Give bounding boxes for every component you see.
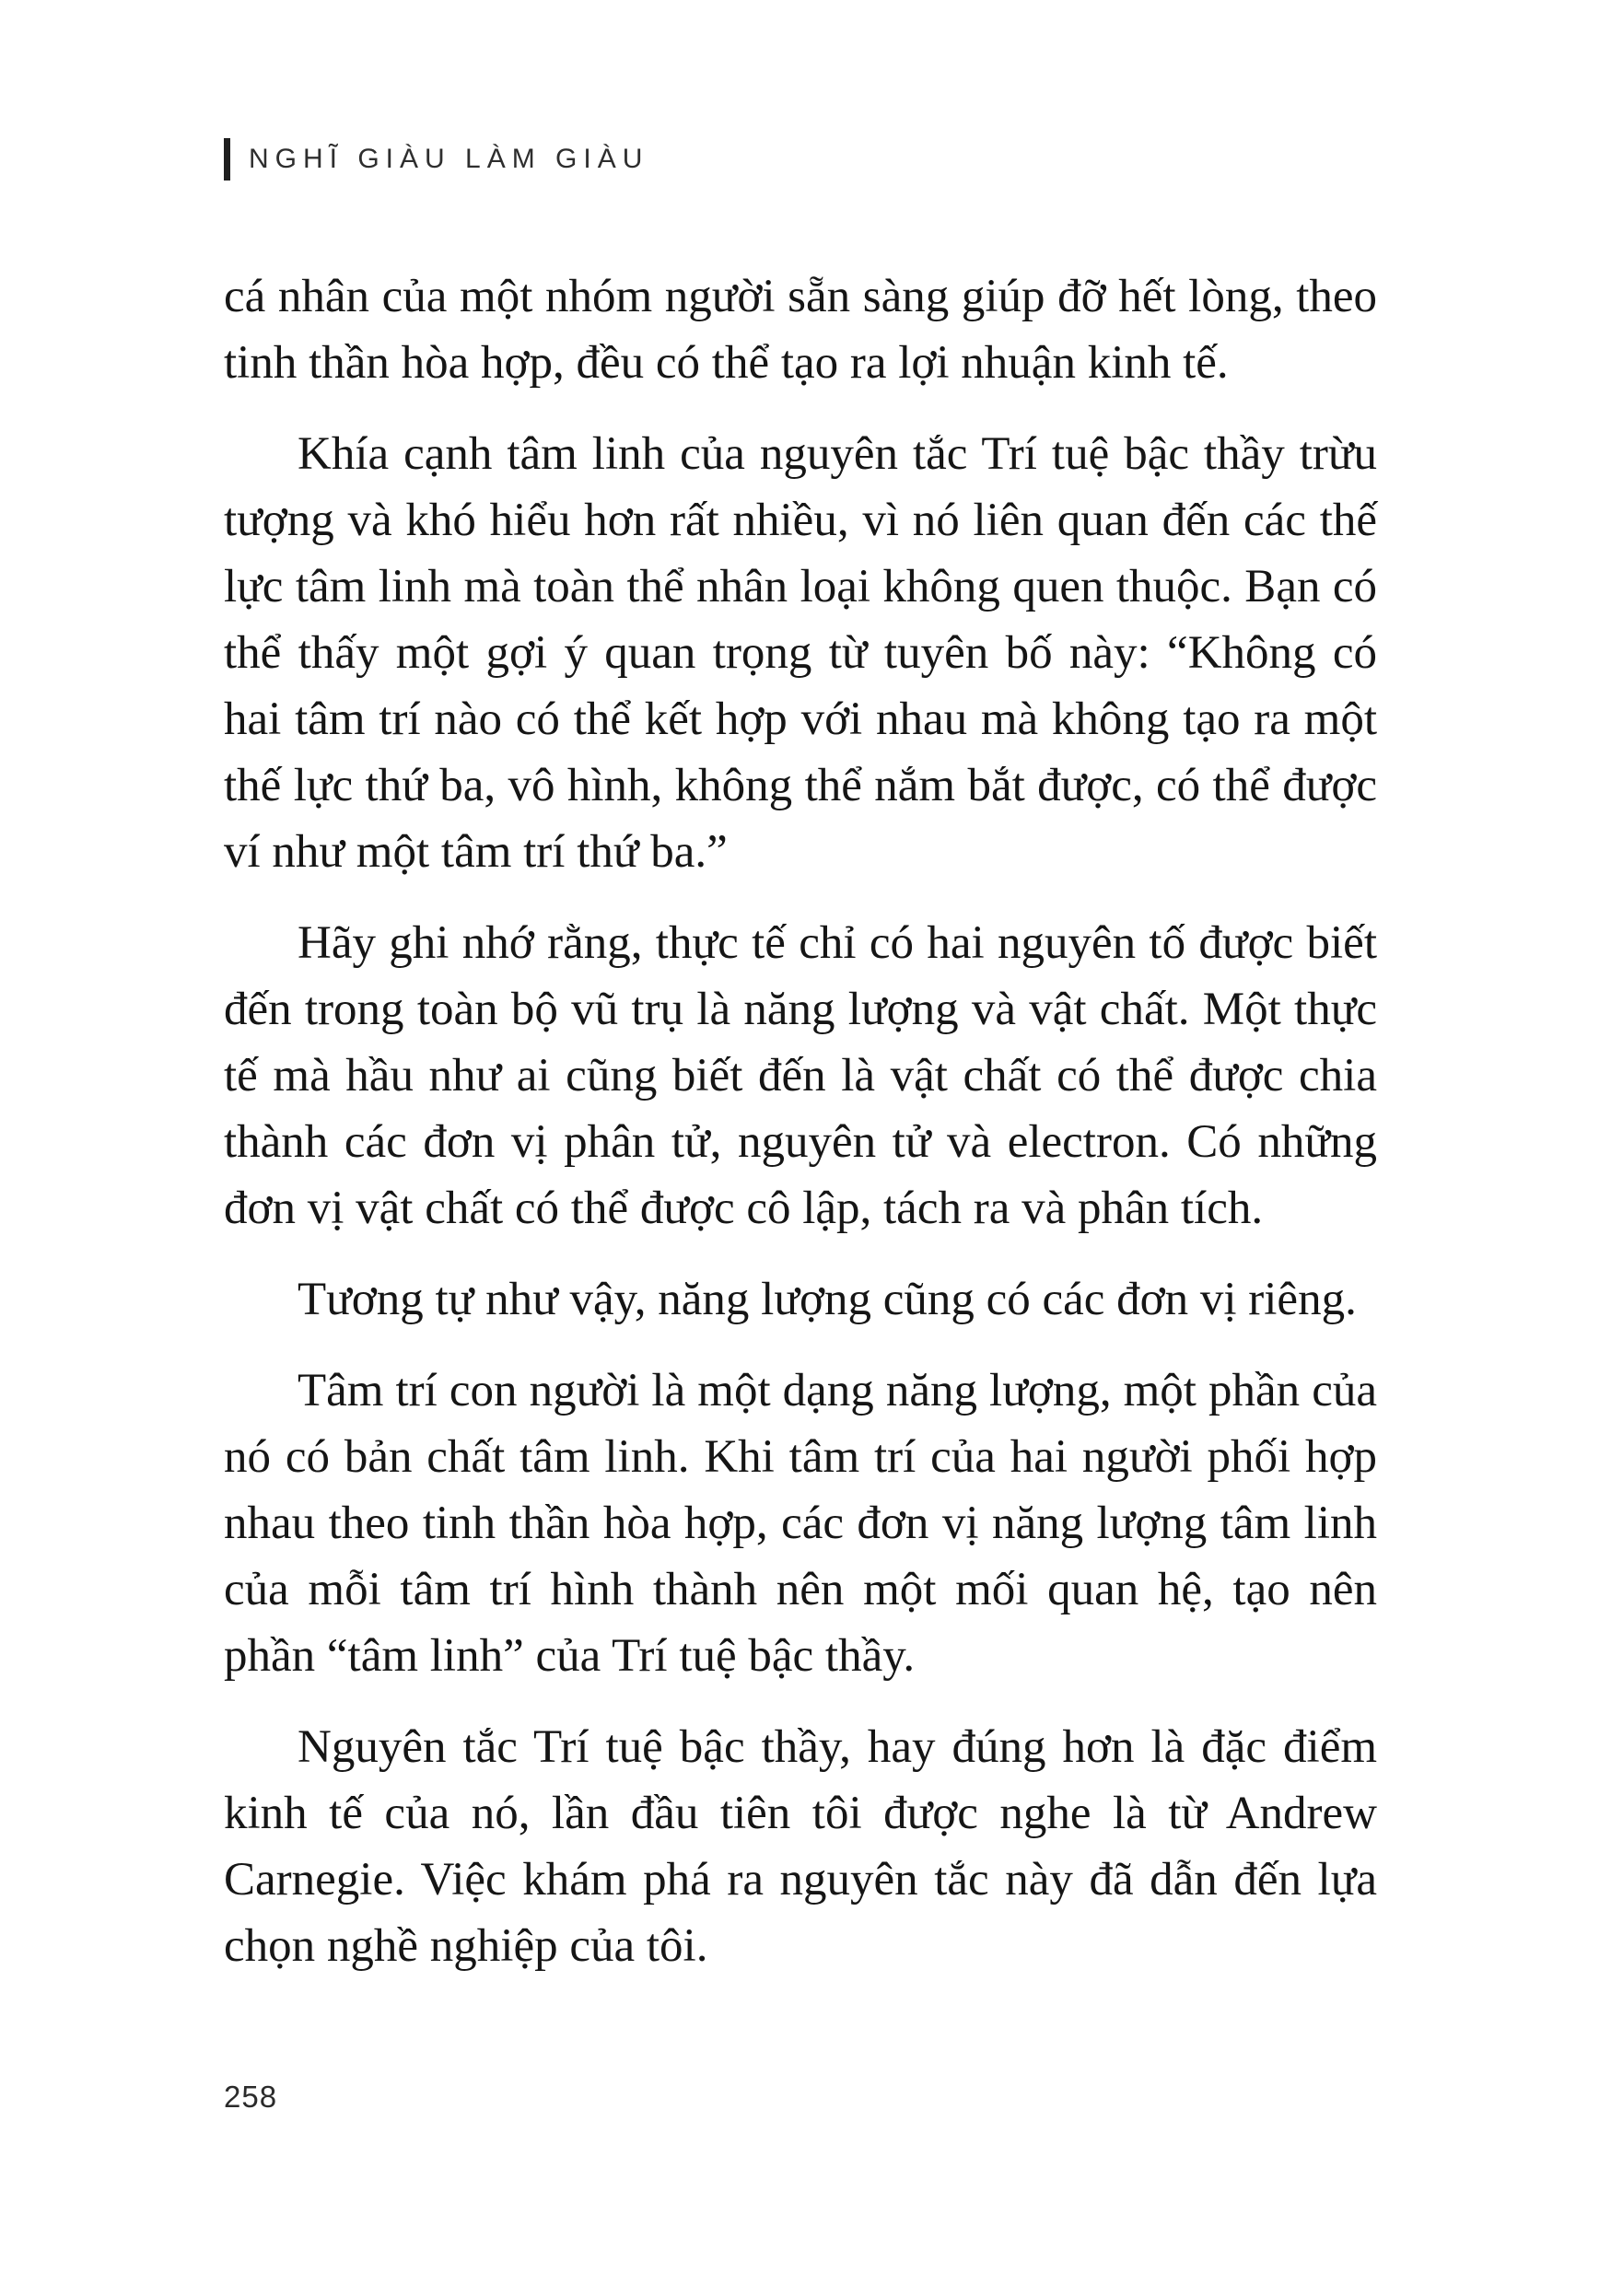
- body-text: [224, 263, 1377, 2004]
- paragraph: Hãy ghi nhớ rằng, thực tế chỉ có hai nguyên tố được biết đến trong toàn bộ vũ trụ là năng lượng và vật chất. Một thực tế mà hầu như ai cũng biết đến là vật chất có thể được chia thành các đơn vị phân tử, nguyên tử và electron. Có những đơn vị vật chất có thể được cô lập, tách ra và phân tích.: [224, 917, 1377, 1234]
- book-title-header: NGHĨ GIÀU LÀM GIÀU: [249, 144, 649, 174]
- paragraph: Khía cạnh tâm linh của nguyên tắc Trí tuệ bậc thầy trừu tượng và khó hiểu hơn rất nhiều, vì nó liên quan đến các thế lực tâm linh mà toàn thể nhân loại không quen thuộc. Bạn có thể thấy một gợi ý quan trọng từ tuyên bố này: “Không có hai tâm trí nào có thể kết hợp với nhau mà không tạo ra một thế lực thứ ba, vô hình, không thể nắm bắt được, có thể được ví như một tâm trí thứ ba.”: [224, 428, 1377, 878]
- page-number: 258: [224, 2080, 278, 2114]
- paragraph: Tâm trí con người là một dạng năng lượng, một phần của nó có bản chất tâm linh. Khi tâm trí của hai người phối hợp nhau theo tinh thần hòa hợp, các đơn vị năng lượng tâm linh của mỗi tâm trí hình thành nên một mối quan hệ, tạo nên phần “tâm linh” của Trí tuệ bậc thầy.: [224, 1365, 1377, 1682]
- paragraph: cá nhân của một nhóm người sẵn sàng giúp đỡ hết lòng, theo tinh thần hòa hợp, đều có thể tạo ra lợi nhuận kinh tế.: [224, 271, 1377, 389]
- paragraph: Nguyên tắc Trí tuệ bậc thầy, hay đúng hơn là đặc điểm kinh tế của nó, lần đầu tiên tôi được nghe là từ Andrew Carnegie. Việc khám phá ra nguyên tắc này đã dẫn đến lựa chọn nghề nghiệp của tôi.: [224, 1721, 1377, 1972]
- running-header: [224, 138, 648, 181]
- header-accent-bar: [224, 138, 230, 181]
- paragraph: Tương tự như vậy, năng lượng cũng có các đơn vị riêng.: [298, 1274, 1357, 1325]
